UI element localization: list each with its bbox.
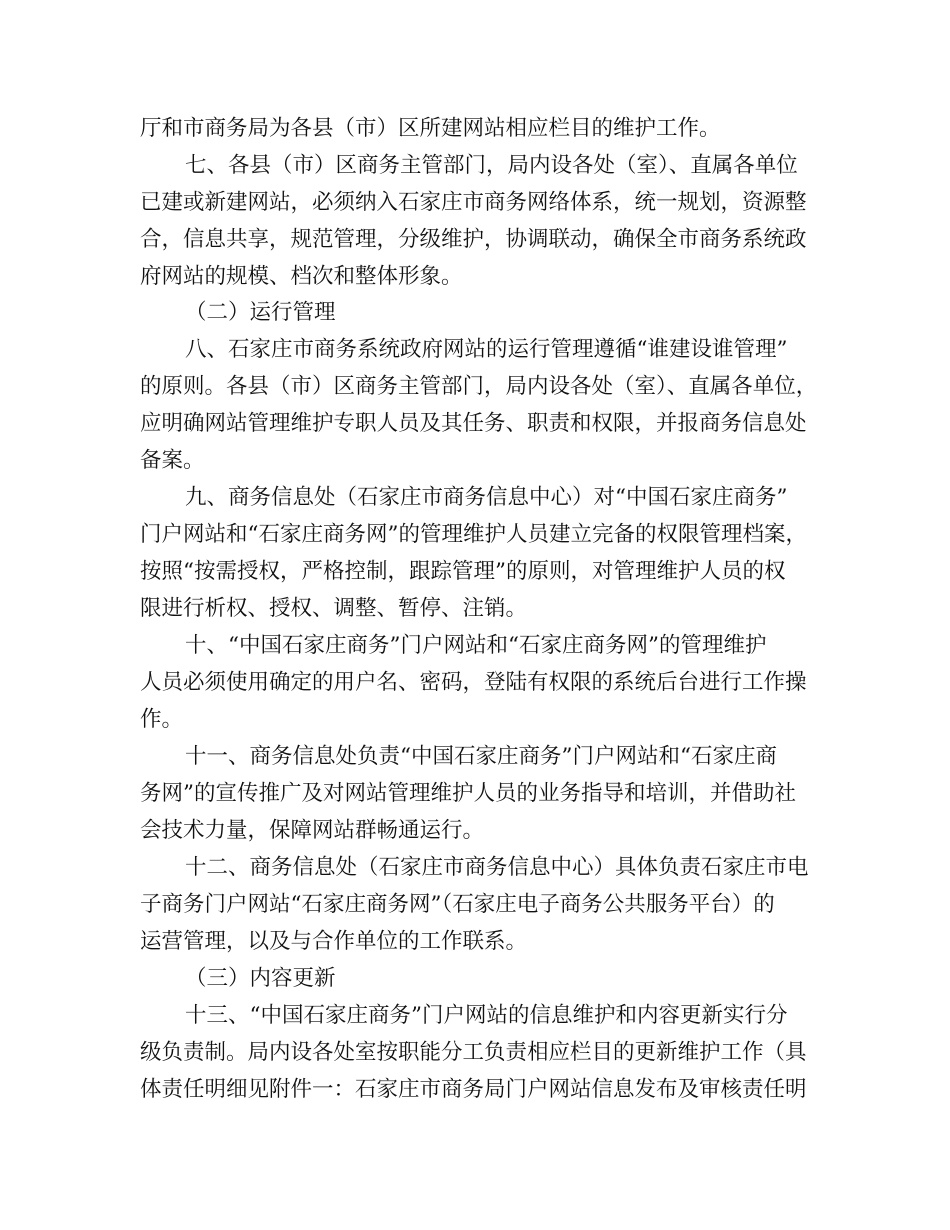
section-heading: （三）内容更新 xyxy=(185,966,336,991)
text-line: 十、“中国石家庄商务”门户网站和“石家庄商务网”的管理维护 xyxy=(185,633,767,658)
text-line: 的原则。各县（市）区商务主管部门，局内设各处（室）、直属各单位， xyxy=(140,374,818,399)
text-line: 十一、商务信息处负责“中国石家庄商务”门户网站和“石家庄商 xyxy=(185,744,777,769)
text-line: 体责任明细见附件一：石家庄市商务局门户网站信息发布及审核责任明 xyxy=(140,1077,807,1102)
text-line: 八、石家庄市商务系统政府网站的运行管理遵循“谁建设谁管理” xyxy=(185,337,788,362)
text-line: 七、各县（市）区商务主管部门，局内设各处（室）、直属各单位 xyxy=(185,153,798,178)
text-line: 合，信息共享，规范管理，分级维护，协调联动，确保全市商务系统政 xyxy=(140,227,807,252)
text-line: 运营管理，以及与合作单位的工作联系。 xyxy=(140,929,528,954)
text-line: 十二、商务信息处（石家庄市商务信息中心）具体负责石家庄市电 xyxy=(185,855,809,880)
text-line: 限进行析权、授权、调整、暂停、注销。 xyxy=(140,596,528,621)
text-line: 备案。 xyxy=(140,448,205,473)
text-line: 已建或新建网站，必须纳入石家庄市商务网络体系，统一规划，资源整 xyxy=(140,190,807,215)
text-line: 作。 xyxy=(140,707,184,732)
text-line: 十三、“中国石家庄商务”门户网站的信息维护和内容更新实行分 xyxy=(185,1003,788,1028)
text-line: 应明确网站管理维护专职人员及其任务、职责和权限，并报商务信息处 xyxy=(140,411,807,436)
text-line: 子商务门户网站“石家庄商务网”（石家庄电子商务公共服务平台）的 xyxy=(140,892,775,917)
text-line: 会技术力量，保障网站群畅通运行。 xyxy=(140,818,485,843)
text-line: 九、商务信息处（石家庄市商务信息中心）对“中国石家庄商务” xyxy=(185,485,788,510)
text-line: 门户网站和“石家庄商务网”的管理维护人员建立完备的权限管理档案， xyxy=(140,522,807,547)
text-line: 府网站的规模、档次和整体形象。 xyxy=(140,264,463,289)
text-line: 厅和市商务局为各县（市）区所建网站相应栏目的维护工作。 xyxy=(140,116,721,141)
text-line: 务网”的宣传推广及对网站管理维护人员的业务指导和培训，并借助社 xyxy=(140,781,796,806)
section-heading: （二）运行管理 xyxy=(185,300,336,325)
text-line: 按照“按需授权，严格控制，跟踪管理”的原则，对管理维护人员的权 xyxy=(140,559,786,584)
text-line: 级负责制。局内设各处室按职能分工负责相应栏目的更新维护工作（具 xyxy=(140,1040,807,1065)
text-line: 人员必须使用确定的用户名、密码，登陆有权限的系统后台进行工作操 xyxy=(140,670,807,695)
